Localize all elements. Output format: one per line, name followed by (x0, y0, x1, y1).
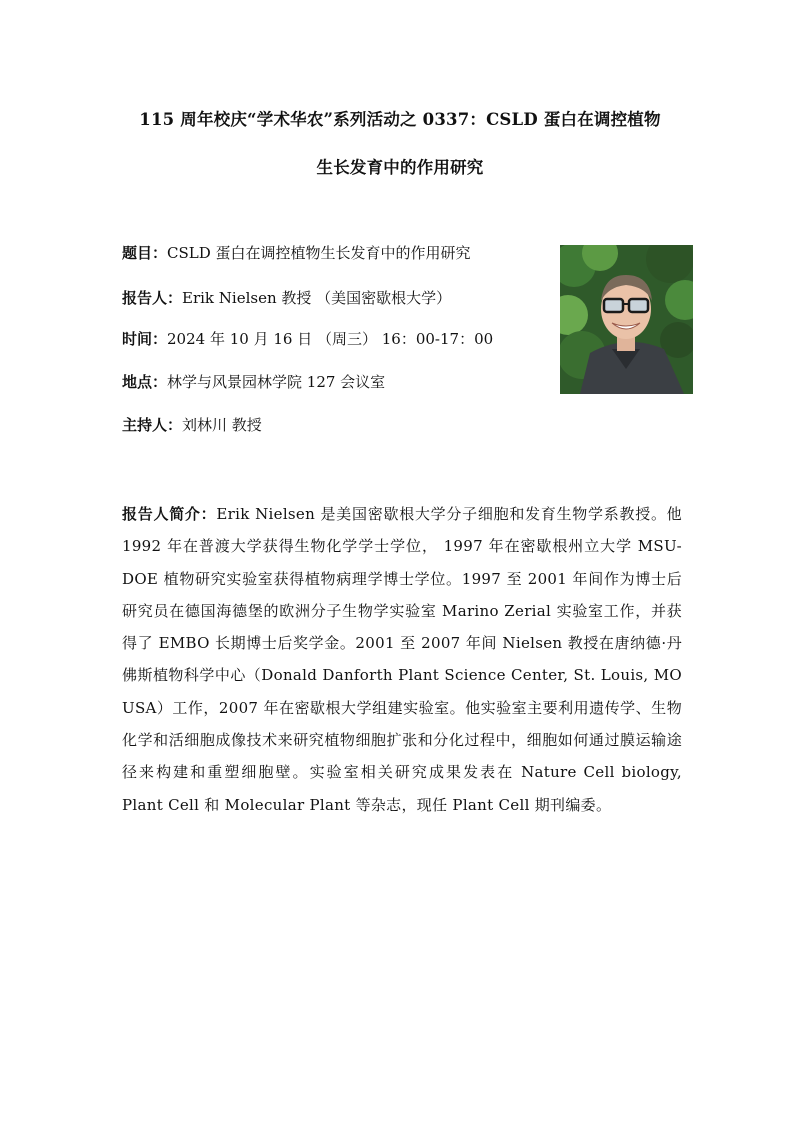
host-row (122, 414, 262, 436)
speaker-photo (560, 245, 693, 394)
title-line-1: 115 周年校庆“学术华农”系列活动之 0337：CSLD 蛋白在调控植物 (139, 110, 661, 129)
page-title (100, 96, 700, 192)
bio-label: 报告人简介： (122, 505, 217, 523)
topic-row (122, 242, 471, 264)
time-label: 时间： (122, 330, 168, 348)
time-value: 2024 年 10 月 16 日 （周三） 16：00-17：00 (167, 330, 494, 348)
speaker-row (122, 287, 451, 309)
place-value: 林学与风景园林学院 127 会议室 (167, 373, 386, 391)
topic-label: 题目： (122, 244, 168, 262)
place-label: 地点： (122, 373, 168, 391)
place-row (122, 371, 385, 393)
speaker-bio (122, 498, 682, 821)
topic-value: CSLD 蛋白在调控植物生长发育中的作用研究 (167, 244, 471, 262)
time-row (122, 328, 493, 350)
host-value: 刘林川 教授 (182, 416, 262, 434)
bio-text: Erik Nielsen 是美国密歇根大学分子细胞和发育生物学系教授。他 1992 年在普渡大学获得生物化学学士学位， 1997 年在密歇根州立大学 MSU-DOE 植物研究实验室获得植物病理学博士学位。1997 至 2001 年间作为博士后研究员在德国海德堡的欧洲分子生物学实验室 Marino Zerial 实验室工作，并获得了 EMBO 长期博士后奖学金。2001 至 2007 年间 Nielsen 教授在唐纳德·丹佛斯植物科学中心（Donald Danforth Plant Science Center, St. Louis, MO USA）工作，2007 年在密歇根大学组建实验室。他实验室主要利用遗传学、生物化学和活细胞成像技术来研究植物细胞扩张和分化过程中，细胞如何通过膜运输途径来构建和重塑细胞壁。实验室相关研究成果发表在 Nature Cell biology, Plant Cell 和 Molecular Plant 等杂志，现任 Plant Cell 期刊编委。 (122, 505, 682, 814)
title-line-2: 生长发育中的作用研究 (316, 158, 484, 177)
speaker-label: 报告人： (122, 289, 183, 307)
speaker-value: Erik Nielsen 教授 （美国密歇根大学） (182, 289, 452, 307)
host-label: 主持人： (122, 416, 183, 434)
